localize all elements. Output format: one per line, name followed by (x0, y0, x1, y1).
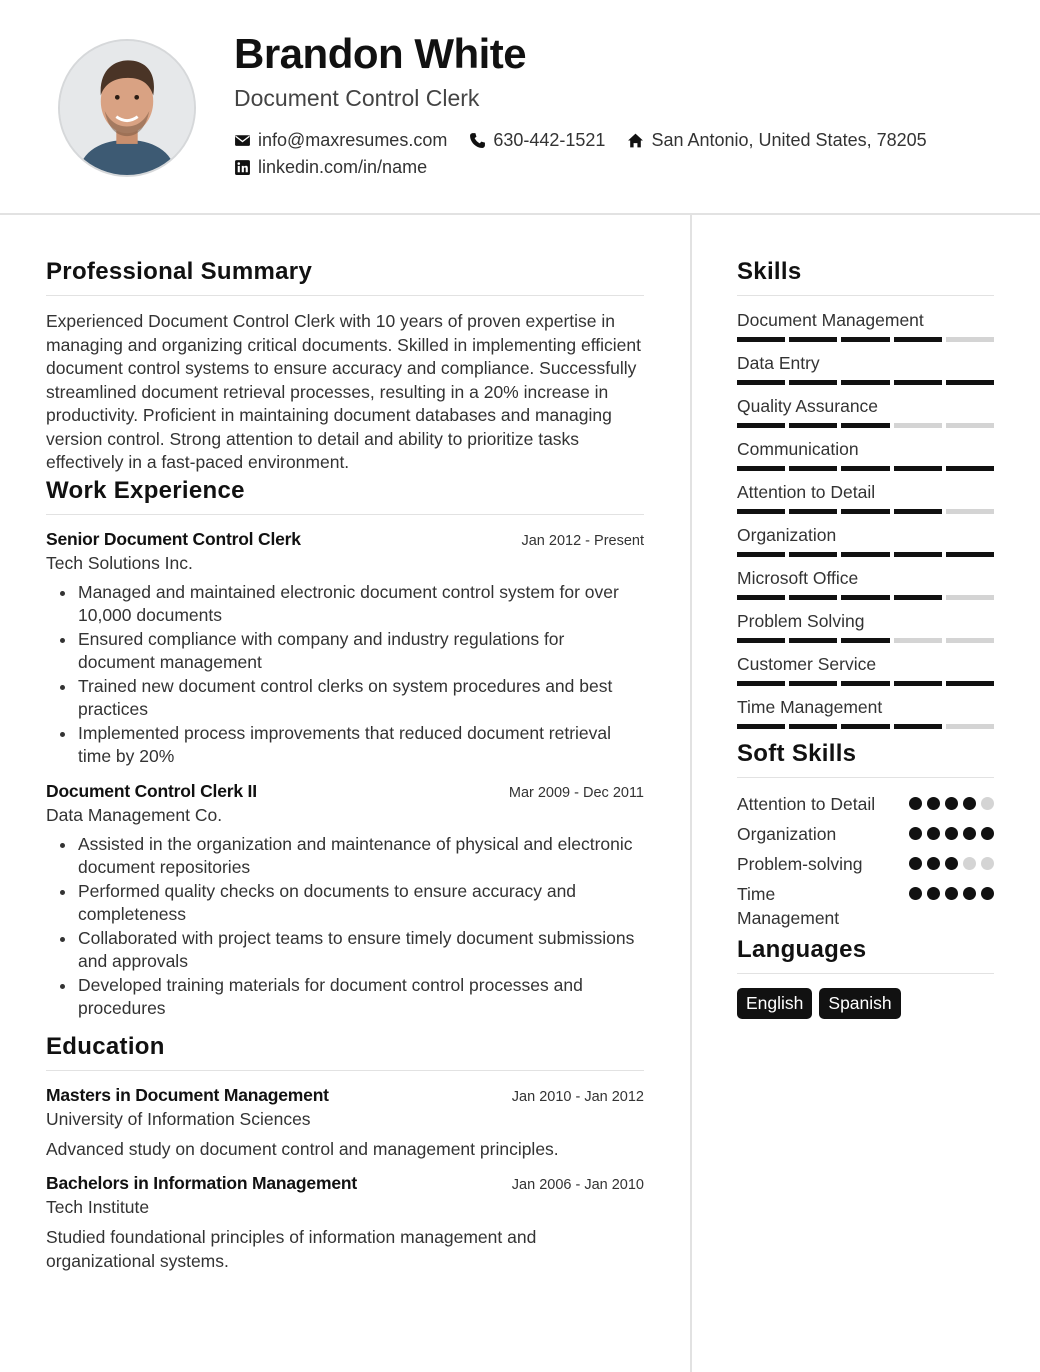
rating-dot (981, 827, 994, 840)
soft-skill-name: Organization (737, 824, 837, 844)
phone-icon (469, 132, 486, 149)
summary-text: Experienced Document Control Clerk with 10 years of proven expertise in managing and organizing critical documents. Skilled in implementing efficient document control systems to ensure accuracy and compliance. Successfully streamlined document retrieval processes, resulting in a 20% increase in productivity. Proficient in maintaining document databases and managing version control. Strong attention to detail and ability to prioritize tasks effectively in a fast-paced environment. (46, 311, 641, 472)
job-company: Tech Solutions Inc. (46, 552, 193, 573)
job-entry (46, 781, 644, 1021)
rating-dot (963, 857, 976, 870)
rating-dot (945, 827, 958, 840)
skill-item (737, 396, 994, 428)
skill-level-segment (894, 595, 942, 600)
summary-section (46, 258, 644, 475)
side-column (737, 258, 994, 1019)
skill-level-segment (894, 337, 942, 342)
skill-level-segment (841, 552, 889, 557)
rating-dot (981, 857, 994, 870)
skill-level-segment (841, 595, 889, 600)
profile-photo (58, 39, 196, 177)
skill-level-segment (946, 595, 994, 600)
job-bullet: Managed and maintained electronic document control system for over 10,000 documents (58, 581, 644, 628)
skill-level-segment (737, 552, 785, 557)
skill-name: Customer Service (737, 654, 877, 674)
job-entry (46, 529, 644, 769)
linkedin-text: linkedin.com/in/name (258, 157, 428, 177)
skills-section (737, 258, 994, 729)
soft-skills-heading: Soft Skills (737, 740, 994, 778)
skill-level-segment (946, 337, 994, 342)
skill-level-segment (737, 595, 785, 600)
skill-item (737, 310, 994, 342)
skill-level-segment (789, 638, 837, 643)
job-bullet: Collaborated with project teams to ensure timely document submissions and approvals (58, 927, 644, 974)
skill-item (737, 611, 994, 643)
skill-level-bar (737, 552, 994, 557)
skill-level-segment (841, 423, 889, 428)
skill-level-segment (841, 466, 889, 471)
skill-level-segment (841, 724, 889, 729)
rating-dot (945, 887, 958, 900)
contact-phone[interactable] (469, 130, 605, 151)
skill-level-segment (894, 724, 942, 729)
rating-dot (963, 797, 976, 810)
job-bullet: Assisted in the organization and maintenance of physical and electronic document repositories (58, 833, 644, 880)
linkedin-icon (234, 159, 251, 176)
skill-level-bar (737, 509, 994, 514)
experience-section (46, 477, 644, 1021)
job-bullets (46, 581, 644, 769)
languages-section (737, 936, 994, 1019)
job-bullet: Developed training materials for document control processes and procedures (58, 974, 644, 1021)
contact-row (234, 130, 949, 151)
skill-level-segment (946, 380, 994, 385)
rating-dot (909, 827, 922, 840)
education-heading: Education (46, 1033, 644, 1071)
skill-level-segment (737, 466, 785, 471)
candidate-name: Brandon White (234, 30, 527, 77)
skill-name: Time Management (737, 697, 883, 717)
soft-skill-rating (909, 827, 994, 840)
contact-linkedin[interactable] (234, 157, 427, 178)
rating-dot (909, 797, 922, 810)
skill-item (737, 482, 994, 514)
skill-level-segment (737, 509, 785, 514)
skill-level-segment (737, 380, 785, 385)
skill-level-segment (894, 638, 942, 643)
rating-dot (981, 797, 994, 810)
skill-level-segment (894, 552, 942, 557)
skill-level-segment (946, 681, 994, 686)
rating-dot (927, 887, 940, 900)
resume-header (0, 0, 1040, 215)
skill-name: Data Entry (737, 353, 820, 373)
skill-level-segment (841, 509, 889, 514)
skill-level-segment (841, 380, 889, 385)
language-tag: Spanish (819, 988, 900, 1019)
school-name: Tech Institute (46, 1196, 150, 1217)
skill-level-segment (789, 466, 837, 471)
skill-level-segment (789, 337, 837, 342)
skill-level-bar (737, 681, 994, 686)
skills-list (737, 310, 994, 729)
language-tag: English (737, 988, 812, 1019)
degree-description: Advanced study on document control and management principles. (46, 1138, 559, 1159)
skill-level-segment (737, 337, 785, 342)
education-entry (46, 1173, 644, 1273)
skill-item (737, 525, 994, 557)
soft-skill-rating (909, 797, 994, 810)
rating-dot (927, 857, 940, 870)
main-column (46, 258, 644, 1285)
email-text: info@maxresumes.com (258, 130, 448, 150)
rating-dot (909, 857, 922, 870)
person-portrait-icon (60, 41, 194, 175)
job-dates: Mar 2009 - Dec 2011 (508, 784, 644, 801)
experience-heading: Work Experience (46, 477, 644, 515)
skill-name: Microsoft Office (737, 568, 859, 588)
skill-level-bar (737, 337, 994, 342)
degree-dates: Jan 2006 - Jan 2010 (511, 1176, 644, 1193)
skill-name: Communication (737, 439, 859, 459)
skill-level-segment (894, 466, 942, 471)
skill-level-segment (789, 552, 837, 557)
job-title: Document Control Clerk II (46, 780, 257, 801)
skill-level-segment (946, 509, 994, 514)
skill-level-segment (946, 724, 994, 729)
soft-skill-rating (909, 857, 994, 870)
skill-level-segment (789, 423, 837, 428)
skill-level-bar (737, 638, 994, 643)
soft-skills-section (737, 740, 994, 930)
school-name: University of Information Sciences (46, 1108, 311, 1129)
skill-level-segment (946, 466, 994, 471)
skill-level-segment (841, 337, 889, 342)
skill-level-segment (894, 681, 942, 686)
skill-level-segment (737, 681, 785, 686)
skill-level-bar (737, 380, 994, 385)
skill-item (737, 654, 994, 686)
skill-level-segment (789, 724, 837, 729)
job-company: Data Management Co. (46, 804, 223, 825)
job-title: Senior Document Control Clerk (46, 528, 301, 549)
job-bullet: Ensured compliance with company and industry regulations for document management (58, 628, 644, 675)
rating-dot (963, 887, 976, 900)
contact-location (627, 130, 926, 151)
column-divider (690, 215, 692, 1372)
job-bullet: Implemented process improvements that reduced document retrieval time by 20% (58, 722, 644, 769)
job-bullet: Performed quality checks on documents to ensure accuracy and completeness (58, 880, 644, 927)
skill-level-bar (737, 466, 994, 471)
candidate-title: Document Control Clerk (234, 85, 480, 111)
skill-level-segment (841, 638, 889, 643)
skill-level-bar (737, 724, 994, 729)
skill-level-segment (894, 380, 942, 385)
rating-dot (963, 827, 976, 840)
skill-item (737, 353, 994, 385)
education-entry (46, 1085, 644, 1161)
skill-level-segment (841, 681, 889, 686)
rating-dot (981, 887, 994, 900)
skill-level-segment (789, 380, 837, 385)
soft-skill-item (737, 882, 994, 930)
skill-name: Quality Assurance (737, 396, 879, 416)
rating-dot (909, 887, 922, 900)
contact-row-2 (234, 157, 449, 178)
summary-heading: Professional Summary (46, 258, 644, 296)
soft-skill-item (737, 822, 994, 846)
skill-level-segment (789, 681, 837, 686)
skill-level-segment (946, 638, 994, 643)
degree-title: Masters in Document Management (46, 1084, 329, 1105)
degree-dates: Jan 2010 - Jan 2012 (511, 1088, 644, 1105)
soft-skill-rating (909, 887, 994, 900)
skills-heading: Skills (737, 258, 994, 296)
skill-level-segment (789, 595, 837, 600)
skill-level-segment (737, 423, 785, 428)
contact-email[interactable] (234, 130, 447, 151)
soft-skill-name: Time Management (737, 884, 840, 928)
home-icon (627, 132, 644, 149)
rating-dot (945, 797, 958, 810)
job-dates: Jan 2012 - Present (521, 532, 644, 549)
soft-skill-item (737, 792, 994, 816)
skill-level-segment (894, 509, 942, 514)
degree-description: Studied foundational principles of information management and organizational systems. (46, 1226, 537, 1271)
rating-dot (945, 857, 958, 870)
skill-name: Organization (737, 525, 837, 545)
skill-name: Problem Solving (737, 611, 865, 631)
skill-level-segment (789, 509, 837, 514)
rating-dot (927, 797, 940, 810)
skill-level-segment (737, 724, 785, 729)
rating-dot (927, 827, 940, 840)
job-bullets (46, 833, 644, 1021)
languages-heading: Languages (737, 936, 994, 974)
job-bullet: Trained new document control clerks on system procedures and best practices (58, 675, 644, 722)
skill-level-segment (894, 423, 942, 428)
skill-name: Document Management (737, 310, 924, 330)
soft-skills-list (737, 792, 994, 930)
skill-level-segment (737, 638, 785, 643)
skill-item (737, 697, 994, 729)
soft-skill-name: Problem-solving (737, 854, 863, 874)
skill-item (737, 439, 994, 471)
degree-title: Bachelors in Information Management (46, 1172, 357, 1193)
languages-list (737, 988, 994, 1019)
skill-level-segment (946, 552, 994, 557)
phone-text: 630-442-1521 (493, 130, 606, 150)
skill-item (737, 568, 994, 600)
skill-name: Attention to Detail (737, 482, 876, 502)
soft-skill-name: Attention to Detail (737, 794, 876, 814)
skill-level-segment (946, 423, 994, 428)
soft-skill-item (737, 852, 994, 876)
skill-level-bar (737, 595, 994, 600)
skill-level-bar (737, 423, 994, 428)
education-section (46, 1033, 644, 1273)
envelope-icon (234, 132, 251, 149)
location-text: San Antonio, United States, 78205 (651, 130, 927, 150)
